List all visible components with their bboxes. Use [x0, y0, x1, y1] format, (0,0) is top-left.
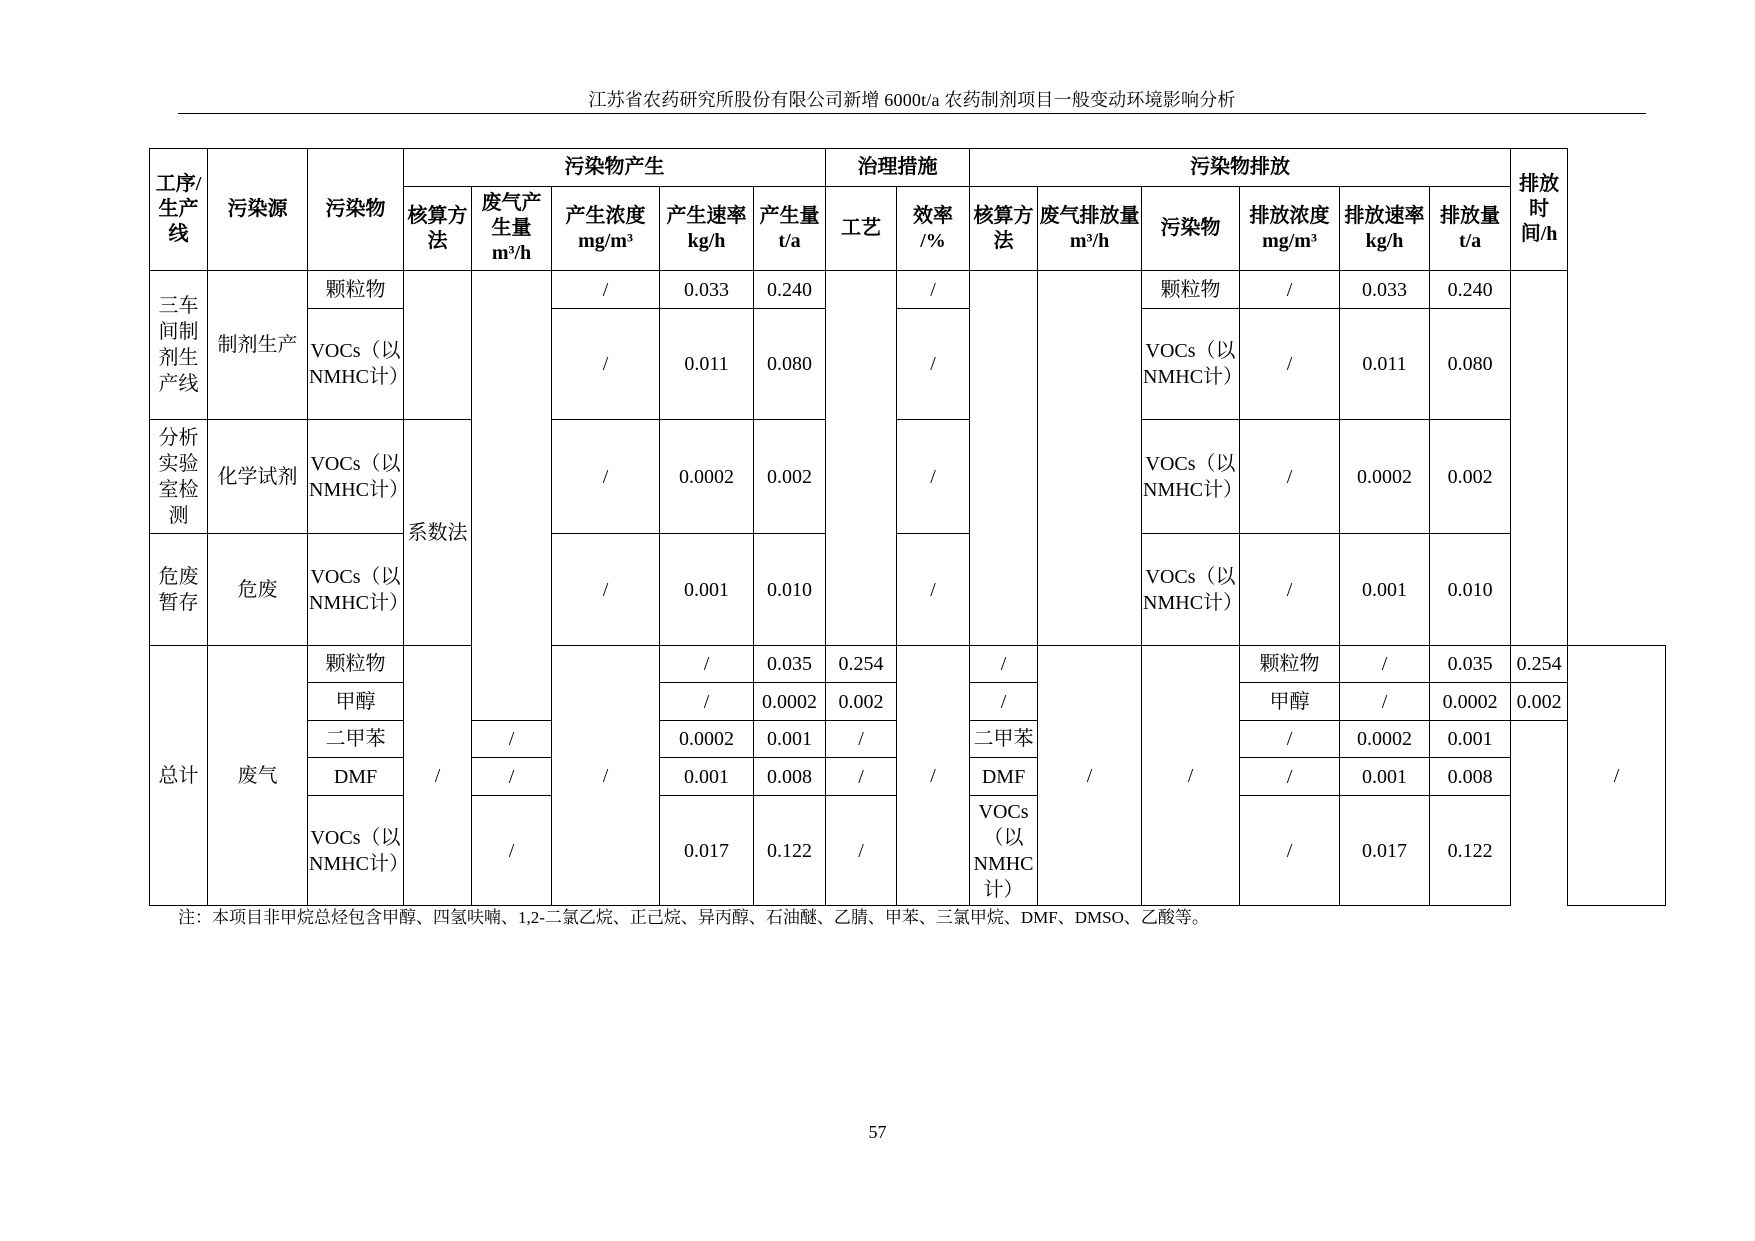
cell-gen-rate: 0.017: [660, 796, 754, 906]
emission-table: [149, 148, 1666, 906]
cell-gas-volume-emit: /: [1142, 646, 1240, 906]
cell-pollutant: 甲醇: [308, 683, 404, 721]
cell-process: 总计: [150, 646, 208, 906]
cell-craft-empty: [826, 271, 897, 646]
table-row: [150, 534, 1666, 646]
cell-efficiency: /: [826, 796, 897, 906]
col-header-calc-method-2: 核算方法: [970, 187, 1038, 271]
cell-gen-rate: 0.0002: [660, 721, 754, 758]
cell-emit-amount: 0.254: [1511, 646, 1568, 683]
cell-pollutant-2: VOCs（以NMHC计）: [1142, 534, 1240, 646]
cell-emit-rate: 0.0002: [1340, 420, 1430, 534]
cell-emit-amount: 0.010: [1430, 534, 1511, 646]
cell-emit-conc: /: [1240, 271, 1340, 309]
cell-gen-conc: /: [552, 534, 660, 646]
cell-gen-amount: 0.008: [754, 758, 826, 796]
cell-gas-volume-gen: /: [552, 646, 660, 906]
cell-gen-amount: 0.122: [754, 796, 826, 906]
col-header-gas-volume-emit: 废气排放量 m³/h: [1038, 187, 1142, 271]
cell-efficiency: /: [826, 721, 897, 758]
cell-emit-rate: 0.033: [1340, 271, 1430, 309]
cell-emit-amount: 0.008: [1430, 758, 1511, 796]
cell-gen-rate: 0.001: [660, 758, 754, 796]
cell-emit-amount: 0.240: [1430, 271, 1511, 309]
cell-emit-rate: 0.001: [1340, 534, 1430, 646]
group-header-generation: 污染物产生: [404, 149, 826, 187]
cell-efficiency: /: [970, 646, 1038, 683]
table-row: [150, 420, 1666, 534]
cell-source: 制剂生产: [208, 271, 308, 420]
cell-pollutant: 颗粒物: [308, 646, 404, 683]
col-header-gas-volume-gen: 废气产生量 m³/h: [472, 187, 552, 271]
cell-gen-amount: 0.010: [754, 534, 826, 646]
cell-emit-rate: 0.0002: [1430, 683, 1511, 721]
page-number: 57: [868, 1122, 887, 1142]
cell-pollutant: VOCs（以NMHC计）: [308, 534, 404, 646]
col-header-gen-amount: 产生量 t/a: [754, 187, 826, 271]
cell-gen-amount: 0.002: [754, 420, 826, 534]
cell-gen-amount: 0.002: [826, 683, 897, 721]
cell-emit-rate: 0.011: [1340, 309, 1430, 420]
cell-emit-conc: /: [1240, 309, 1340, 420]
cell-gen-conc: /: [472, 796, 552, 906]
cell-gen-rate: 0.0002: [754, 683, 826, 721]
cell-pollutant-2: 颗粒物: [1240, 646, 1340, 683]
cell-pollutant-2: VOCs（以NMHC计）: [970, 796, 1038, 906]
cell-emit-amount: 0.002: [1430, 420, 1511, 534]
cell-gas-volume-emit-empty: [1038, 271, 1142, 646]
cell-gen-conc: /: [552, 420, 660, 534]
header-rule: [178, 113, 1646, 114]
cell-emit-conc: /: [1240, 758, 1340, 796]
col-header-emit-amount: 排放量 t/a: [1430, 187, 1511, 271]
cell-emit-time: /: [1568, 646, 1666, 906]
cell-pollutant-2: 甲醇: [1240, 683, 1340, 721]
cell-emit-amount: 0.001: [1430, 721, 1511, 758]
cell-emit-conc: /: [1240, 796, 1340, 906]
cell-source: 危废: [208, 534, 308, 646]
cell-emit-conc: /: [1340, 683, 1430, 721]
cell-gen-amount: 0.080: [754, 309, 826, 420]
cell-pollutant-2: VOCs（以NMHC计）: [1142, 420, 1240, 534]
cell-craft: /: [897, 646, 970, 906]
cell-efficiency: /: [897, 309, 970, 420]
cell-gen-rate: 0.033: [660, 271, 754, 309]
cell-emit-rate: 0.001: [1340, 758, 1430, 796]
cell-emit-conc: /: [1240, 420, 1340, 534]
cell-gen-amount: 0.240: [754, 271, 826, 309]
cell-pollutant: 颗粒物: [308, 271, 404, 309]
cell-emit-amount: 0.122: [1430, 796, 1511, 906]
col-header-pollutant: 污染物: [308, 149, 404, 271]
cell-calc-method-2-empty: [970, 271, 1038, 646]
cell-pollutant-2: 二甲苯: [970, 721, 1038, 758]
cell-pollutant: 二甲苯: [308, 721, 404, 758]
col-header-emit-conc: 排放浓度 mg/m³: [1240, 187, 1340, 271]
cell-gen-conc: /: [472, 758, 552, 796]
cell-process: 分析实验室检测: [150, 420, 208, 534]
table-row: [150, 309, 1666, 420]
col-header-process: 工序/生产线: [150, 149, 208, 271]
cell-emit-rate: 0.017: [1340, 796, 1430, 906]
cell-gen-conc: /: [552, 271, 660, 309]
cell-emit-amount: 0.002: [1511, 683, 1568, 721]
cell-gen-conc: /: [660, 646, 754, 683]
cell-gen-conc: /: [660, 683, 754, 721]
cell-pollutant: DMF: [308, 758, 404, 796]
group-header-treatment: 治理措施: [826, 149, 970, 187]
cell-calc-method: /: [404, 646, 472, 906]
cell-emit-conc: /: [1240, 534, 1340, 646]
cell-emit-rate: 0.035: [1430, 646, 1511, 683]
table-footnote: 注：本项目非甲烷总烃包含甲醇、四氢呋喃、1,2-二氯乙烷、正己烷、异丙醇、石油醚、乙腈、甲苯、三氯甲烷、DMF、DMSO、乙酸等。: [178, 908, 1209, 927]
cell-emit-conc: /: [1240, 721, 1340, 758]
cell-source: 废气: [208, 646, 308, 906]
cell-efficiency: /: [897, 420, 970, 534]
col-header-source: 污染源: [208, 149, 308, 271]
cell-calc-method: 系数法: [404, 420, 472, 646]
cell-gen-rate: 0.011: [660, 309, 754, 420]
cell-gen-conc: /: [552, 309, 660, 420]
cell-pollutant-2: DMF: [970, 758, 1038, 796]
col-header-efficiency: 效率 /%: [897, 187, 970, 271]
cell-efficiency: /: [970, 683, 1038, 721]
col-header-calc-method: 核算方法: [404, 187, 472, 271]
cell-efficiency: /: [826, 758, 897, 796]
cell-pollutant: VOCs（以NMHC计）: [308, 796, 404, 906]
cell-gen-rate: 0.035: [754, 646, 826, 683]
cell-pollutant: VOCs（以NMHC计）: [308, 420, 404, 534]
cell-gen-amount: 0.254: [826, 646, 897, 683]
table-row: [150, 646, 1666, 683]
cell-gen-rate: 0.0002: [660, 420, 754, 534]
cell-emit-rate: 0.0002: [1340, 721, 1430, 758]
page-header-title: 江苏省农药研究所股份有限公司新增 6000t/a 农药制剂项目一般变动环境影响分析: [588, 90, 1236, 110]
col-header-gen-rate: 产生速率 kg/h: [660, 187, 754, 271]
cell-efficiency: /: [897, 534, 970, 646]
cell-efficiency: /: [897, 271, 970, 309]
col-header-emit-time: 排放时间/h: [1511, 149, 1568, 271]
cell-process: 危废暂存: [150, 534, 208, 646]
cell-gen-rate: 0.001: [660, 534, 754, 646]
cell-emit-amount: 0.080: [1430, 309, 1511, 420]
col-header-emit-rate: 排放速率 kg/h: [1340, 187, 1430, 271]
col-header-pollutant-2: 污染物: [1142, 187, 1240, 271]
cell-gen-amount: 0.001: [754, 721, 826, 758]
cell-pollutant: VOCs（以NMHC计）: [308, 309, 404, 420]
group-header-emission: 污染物排放: [970, 149, 1511, 187]
cell-calc-method-empty: [404, 271, 472, 420]
cell-gen-conc: /: [472, 721, 552, 758]
cell-process: 三车间制剂生产线: [150, 271, 208, 420]
cell-pollutant-2: 颗粒物: [1142, 271, 1240, 309]
col-header-gen-conc: 产生浓度 mg/m³: [552, 187, 660, 271]
table-row: [150, 271, 1666, 309]
cell-calc-method-2: /: [1038, 646, 1142, 906]
cell-emit-time-empty: [1511, 271, 1568, 646]
cell-source: 化学试剂: [208, 420, 308, 534]
cell-emit-conc: /: [1340, 646, 1430, 683]
cell-gas-volume-gen-empty: [472, 271, 552, 721]
cell-pollutant-2: VOCs（以NMHC计）: [1142, 309, 1240, 420]
col-header-craft: 工艺: [826, 187, 897, 271]
